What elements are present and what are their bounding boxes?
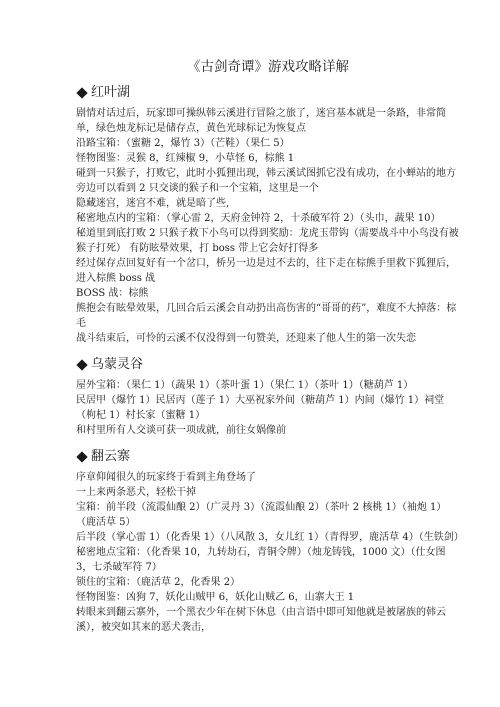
paragraph-line: 秘密地点宝箱：（化香果 10，九转劫石，青铜令牌）（烛龙铸钱，1000 文）（仕女图 3，七杀破军符 7） [76, 547, 446, 573]
paragraph-line: 怪物图鉴：凶狗 7，妖化山贼甲 6，妖化山贼乙 6，山寨大王 1 [76, 592, 355, 603]
paragraph-line: 宝箱：前半段（流霞仙酿 2）（广灵丹 3）（流霞仙酿 2）（茶叶 2 核桃 1）（袖炮 1）（鹿活草 5） [76, 502, 447, 528]
paragraph-line: 锁住的宝箱：（鹿活草 2，化香果 2） [76, 577, 241, 588]
paragraph-line: 序章仰闻很久的玩家终于看到主角登场了 [76, 472, 256, 483]
section-heading [76, 356, 460, 374]
paragraph-line: 沿路宝箱：（蜜糖 2，爆竹 3）（芒鞋）（果仁 5） [76, 138, 290, 149]
paragraph-line: 战斗结束后，可怜的云溪不仅没得到一句赞美，还迎来了他人生的第一次失恋 [76, 333, 416, 344]
section-body [76, 470, 464, 635]
section [76, 356, 460, 438]
paragraph-line: 秘密地点内的宝箱：（掌心雷 2，天府金钟符 2，十杀破军符 2）（头巾，蔬果 10） [76, 213, 441, 224]
paragraph-line: 秘道里到底打败 2 只猴子救下小鸟可以得到奖励：龙虎玉带钩（需要战斗中小鸟没有被猴子打死） 有防眩晕效果，打 boss 带上它会好打得多 [76, 228, 459, 254]
paragraph-line: 碰到一只猴子，打败它，此时小狐狸出现，韩云溪试图抓它没有成功，在小蝉站的地方旁边可以看到 2 只交谈的猴子和一个宝箱，这里是一个 [76, 168, 456, 194]
section [76, 448, 464, 635]
diamond-bullet-icon [76, 87, 87, 98]
section-body [76, 378, 460, 438]
diamond-bullet-icon [76, 451, 87, 462]
paragraph-line: 后半段（掌心雷 1）（化香果 1）（八风散 3，女儿红 1）（青得罗，鹿活草 4）（生铁剑） [76, 532, 464, 543]
paragraph-line: 和村里所有人交谈可获一项成就，前往女娲像前 [76, 425, 286, 436]
section-heading-text: 红叶湖 [91, 85, 131, 100]
paragraph-line: 剧情对话过后，玩家即可操纵韩云溪进行冒险之旅了，迷宫基本就是一条路，非常简单，绿色烛龙标记是储存点，黄色光球标记为恢复点 [76, 108, 446, 134]
paragraph-line: 隐藏迷宫，迷宫不难，就是暗了些, [76, 198, 230, 209]
paragraph-line: BOSS 战：棕熊 [76, 288, 149, 299]
paragraph-line: 熊抱会有眩晕效果，几回合后云溪会自动扔出高伤害的“哥哥的药”，难度不大掉落：棕毛 [76, 303, 457, 329]
section [76, 84, 460, 346]
paragraph-line: 民居甲（爆竹 1）民居丙（莲子 1）大巫祝家外间（糖葫芦 1）内间（爆竹 1）祠堂（枸杞 1）村长家（蜜糖 1） [76, 395, 445, 421]
section-list [76, 84, 464, 635]
section-heading [76, 448, 460, 466]
section-heading-text: 乌蒙灵谷 [91, 357, 144, 372]
paragraph-line: 经过保存点回复好有一个岔口，桥另一边是过不去的，往下走在棕熊手里救下狐狸后，进入棕熊 boss 战 [76, 258, 456, 284]
section-body [76, 106, 460, 346]
paragraph-line: 一上来两条恶犬，轻松干掉 [76, 487, 196, 498]
paragraph-line: 怪物图鉴：灵猴 8，红辣椒 9，小草怪 6，棕熊 1 [76, 153, 295, 164]
paragraph-line: 屋外宝箱：（果仁 1）（蔬果 1）（茶叶蛋 1）（果仁 1）（茶叶 1）（糖葫芦 1） [76, 380, 414, 391]
document-title: 《古剑奇谭》游戏攻略详解 [187, 59, 349, 75]
diamond-bullet-icon [76, 359, 87, 370]
section-heading [76, 84, 460, 102]
section-heading-text: 翻云寨 [91, 449, 131, 464]
paragraph-line: 转眼来到翻云寨外，一个黑衣少年在树下休息（由言语中即可知他就是被屠族的韩云溪），被突如其来的恶犬袭击， [76, 607, 446, 633]
